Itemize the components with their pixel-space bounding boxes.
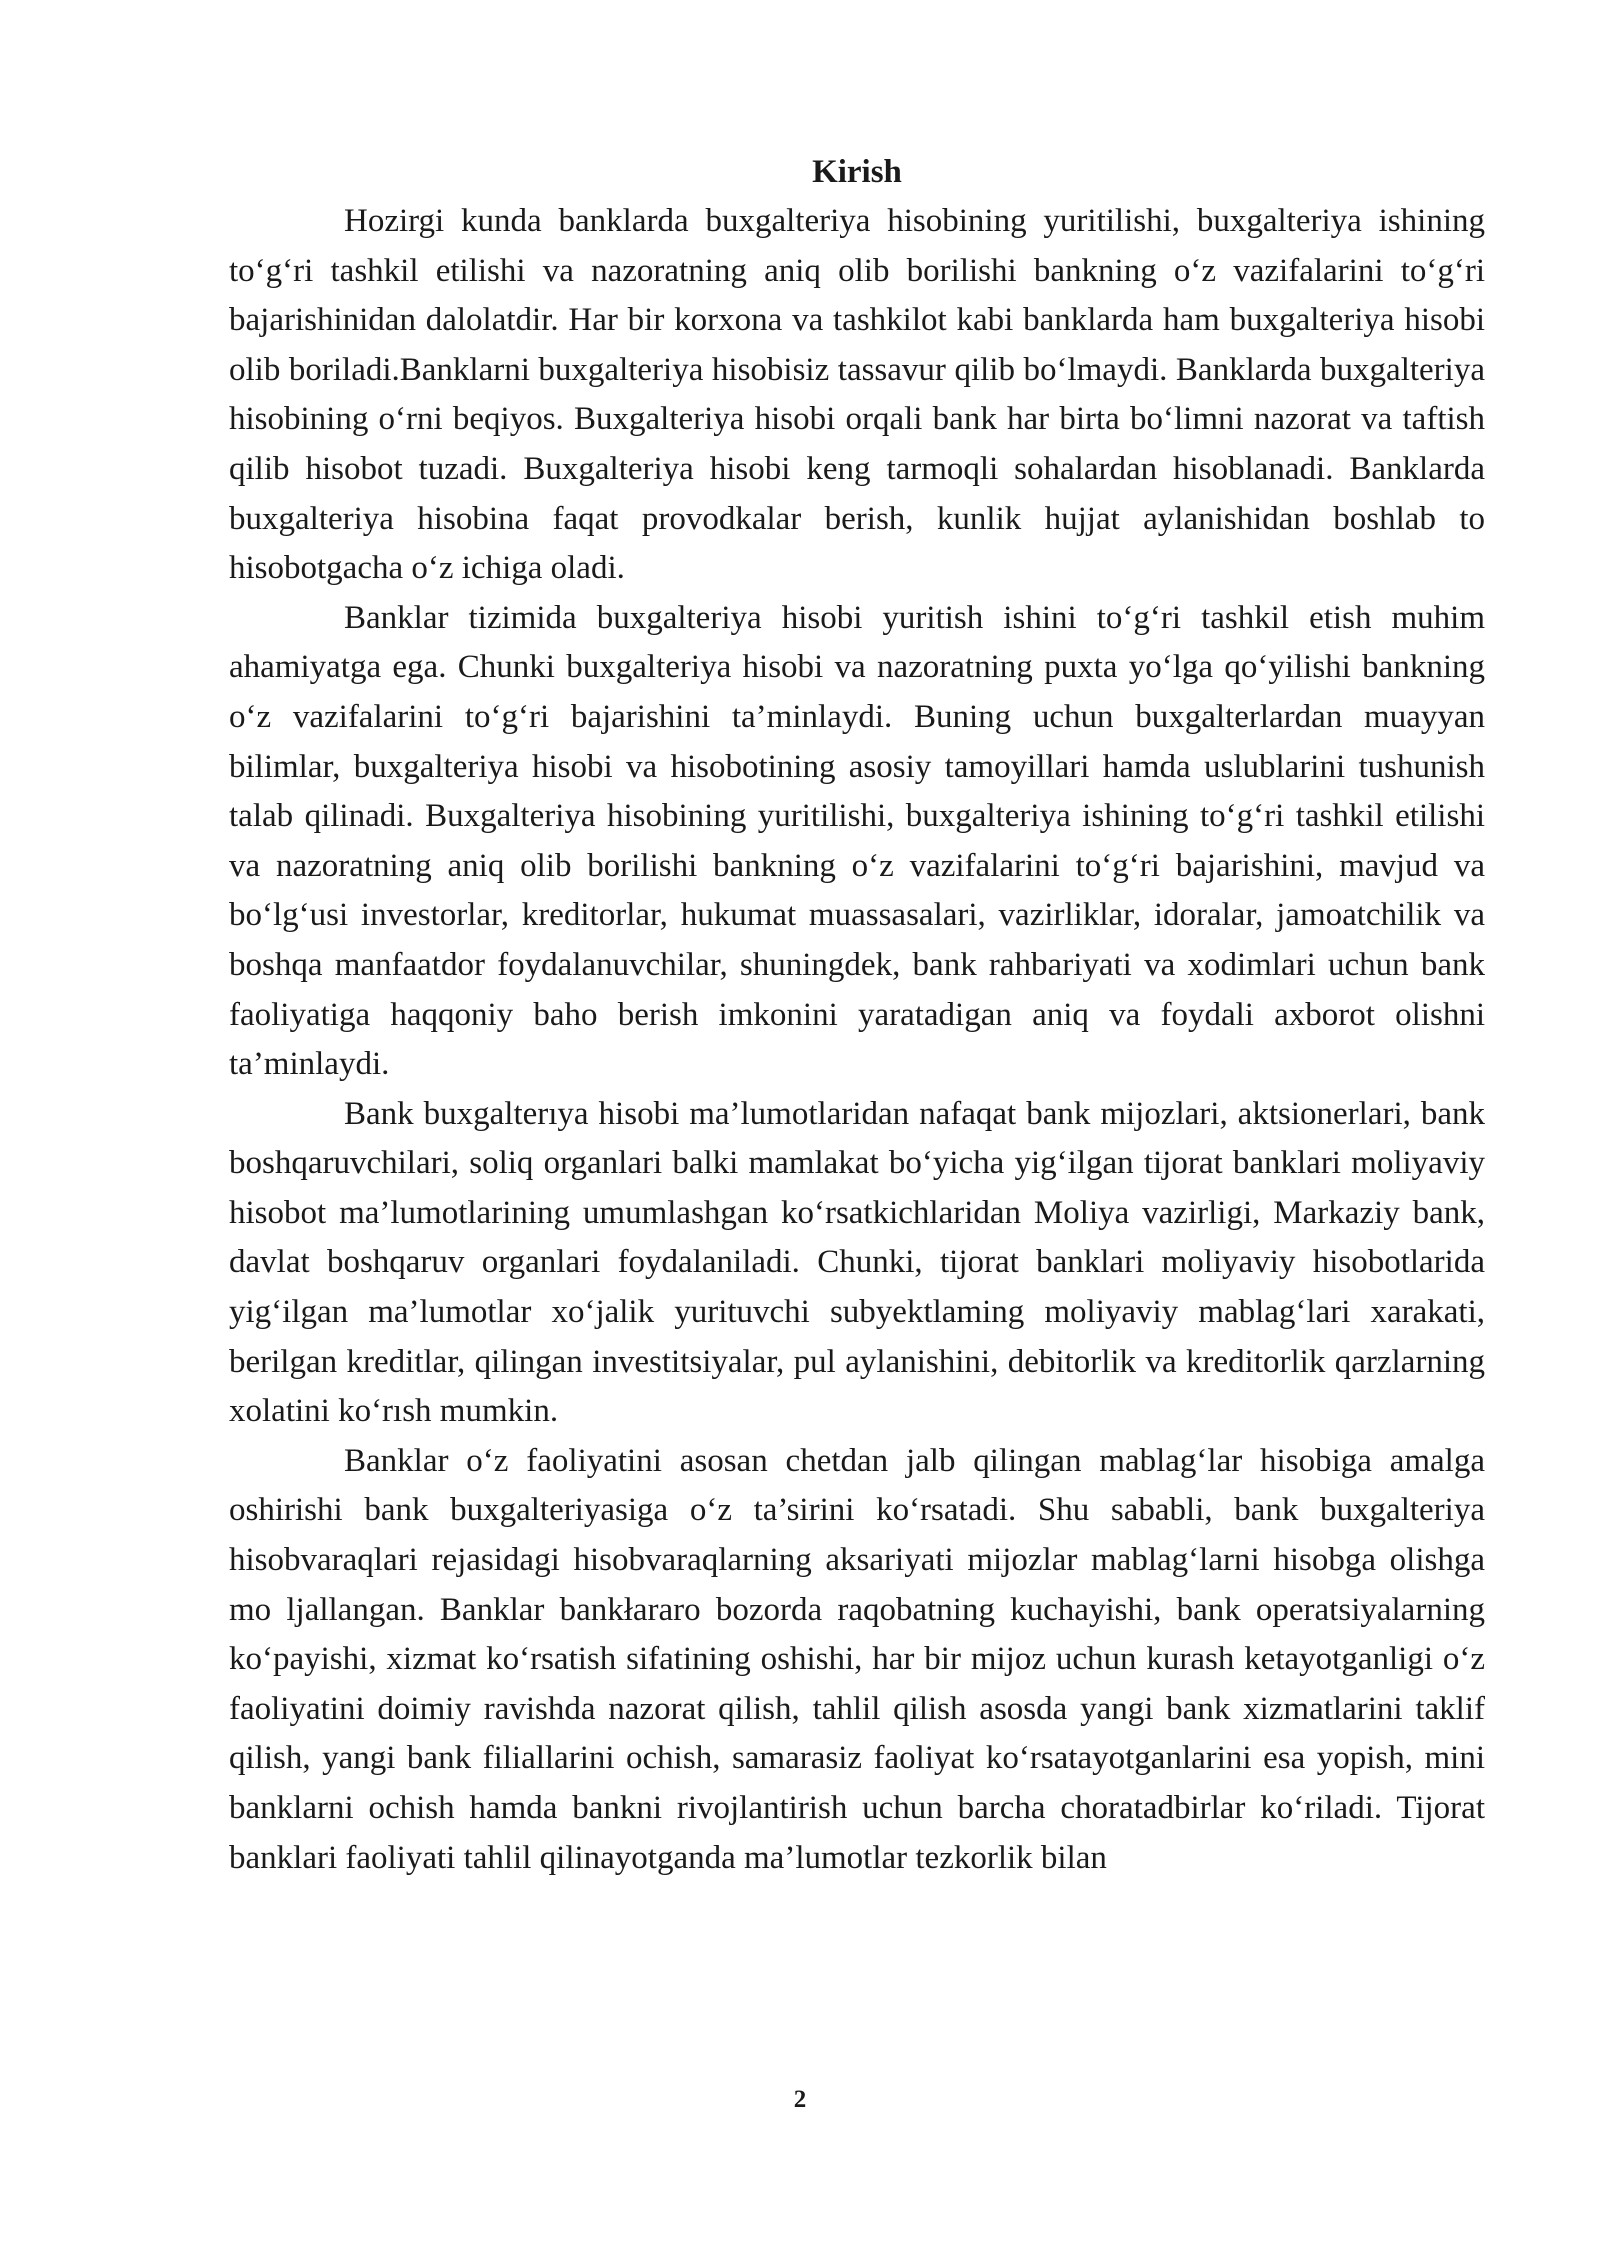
paragraph-2: Banklar tizimida buxgalteriya hisobi yuritish ishini to‘g‘ri tashkil etish muhim ahamiyatga ega. Chunki buxgalteriya hisobi va nazoratning puxta yo‘lga qo‘yilishi bankning o‘z vazifalarini to‘g‘ri bajarishini ta’minlaydi. Buning uchun buxgalterlardan muayyan bilimlar, buxgalteriya hisobi va hisobotining asosiy tamoyillari hamda uslublarini tushunish talab qilinadi. Buxgalteriya hisobining yuritilishi, buxgalteriya ishining to‘g‘ri tashkil etilishi va nazoratning aniq olib borilishi bankning o‘z vazifalarini to‘g‘ri bajarishini, mavjud va bo‘lg‘usi investorlar, kreditorlar, hukumat muassasalari, vazirliklar, idoralar, jamoatchilik va boshqa manfaatdor foydalanuvchilar, shuningdek, bank rahbariyati va xodimlari uchun bank faoliyatiga haqqoniy baho berish imkonini yaratadigan aniq va foydali axborot olishni ta’minlaydi. xyxy=(229,599,1485,1083)
page-content xyxy=(229,148,1485,1883)
page-title: Kirish xyxy=(812,154,902,190)
paragraph-4: Banklar o‘z faoliyatini asosan chetdan jalb qilingan mablag‘lar hisobiga amalga oshirishi bank buxgalteriyasiga o‘z ta’sirini ko‘rsatadi. Shu sababli, bank buxgalteriya hisobvaraqlari rejasidagi hisobvaraqlarning aksariyati mijozlar mablag‘larni hisobga olishga mo ljallangan. Banklar bankłararo bozorda raqobatning kuchayishi, bank operatsiyalarning ko‘payishi, xizmat ko‘rsatish sifatining oshishi, har bir mijoz uchun kurash ketayotganligi o‘z faoliyatini doimiy ravishda nazorat qilish, tahlil qilish asosda yangi bank xizmatlarini taklif qilish, yangi bank filiallarini ochish, samarasiz faoliyat ko‘rsatayotganlarini esa yopish, mini banklarni ochish hamda bankni rivojlantirish uchun barcha choratadbirlar ko‘riladi. Tijorat banklari faoliyati tahlil qilinayotganda ma’lumotlar tezkorlik bilan xyxy=(229,1442,1485,1876)
paragraph-1: Hozirgi kunda banklarda buxgalteriya hisobining yuritilishi, buxgalteriya ishining to‘g‘ri tashkil etilishi va nazoratning aniq olib borilishi bankning o‘z vazifalarini to‘g‘ri bajarishinidan dalolatdir. Har bir korxona va tashkilot kabi banklarda ham buxgalteriya hisobi olib boriladi.Banklarni buxgalteriya hisobisiz tassavur qilib bo‘lmaydi. Banklarda buxgalteriya hisobining o‘rni beqiyos. Buxgalteriya hisobi orqali bank har birta bo‘limni nazorat va taftish qilib hisobot tuzadi. Buxgalteriya hisobi keng tarmoqli sohalardan hisoblanadi. Banklarda buxgalteriya hisobina faqat provodkalar berish, kunlik hujjat aylanishidan boshlab to hisobotgacha o‘z ichiga oladi. xyxy=(229,203,1485,587)
paragraph-3: Bank buxgalterıya hisobi ma’lumotlaridan nafaqat bank mijozlari, aktsionerlari, bank boshqaruvchilari, soliq organlari balki mamlakat bo‘yicha yig‘ilgan tijorat banklari moliyaviy hisobot ma’lumotlarining umumlashgan ko‘rsatkichlaridan Moliya vazirligi, Markaziy bank, davlat boshqaruv organlari foydalaniladi. Chunki, tijorat banklari moliyaviy hisobotlarida yig‘ilgan ma’lumotlar xo‘jalik yurituvchi subyektlaming moliyaviy mablag‘lari xarakati, berilgan kreditlar, qilingan investitsiyalar, pul aylanishini, debitorlik va kreditorlik qarzlarning xolatini ko‘rısh mumkin. xyxy=(229,1095,1485,1430)
page-number: 2 xyxy=(793,2086,807,2113)
